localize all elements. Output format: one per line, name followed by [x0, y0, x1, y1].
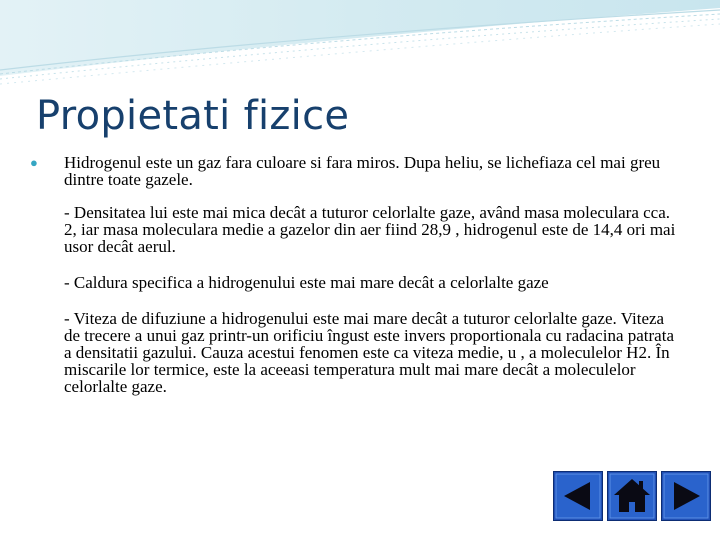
triangle-left-icon	[553, 471, 603, 521]
paragraph-diffusion: - Viteza de difuziune a hidrogenului este mai mare decât a tuturor celorlalte gaze. Viteza de trecere a unui gaz printr-un orificiu îngust este invers proportionala cu radacina patrata a densitatii gazului. Cauza acestui fenomen este ca viteza medie, u , a moleculelor H2. În miscarile lor termice, este la aceeasi temperatura mult mai mare decât a moleculelor celorlalte gaze.	[64, 309, 674, 396]
paragraph-specific-heat: - Caldura specifica a hidrogenului este mai mare decât a celorlalte gaze	[64, 273, 549, 292]
home-button[interactable]	[607, 471, 657, 521]
home-icon	[607, 471, 657, 521]
previous-slide-button[interactable]	[553, 471, 603, 521]
next-slide-button[interactable]	[661, 471, 711, 521]
bullet-paragraph	[28, 154, 680, 188]
bullet-dot-icon: ●	[30, 155, 38, 170]
triangle-right-icon	[661, 471, 711, 521]
paragraph-density: - Densitatea lui este mai mica decât a tuturor celorlalte gaze, având masa moleculara cca. 2, iar masa moleculara medie a gazelor din aer fiind 28,9 , hidrogenul este de 14,4 ori mai usor decât aerul.	[64, 203, 676, 256]
slide-navigation	[553, 471, 710, 523]
paragraph-text: Hidrogenul este un gaz fara culoare si fara miros. Dupa heliu, se lichefiaza cel mai greu dintre toate gazele.	[64, 153, 661, 189]
slide-body	[28, 154, 680, 395]
decorative-wave-band	[0, 0, 720, 90]
slide-title: Propietati fizice	[36, 93, 350, 139]
